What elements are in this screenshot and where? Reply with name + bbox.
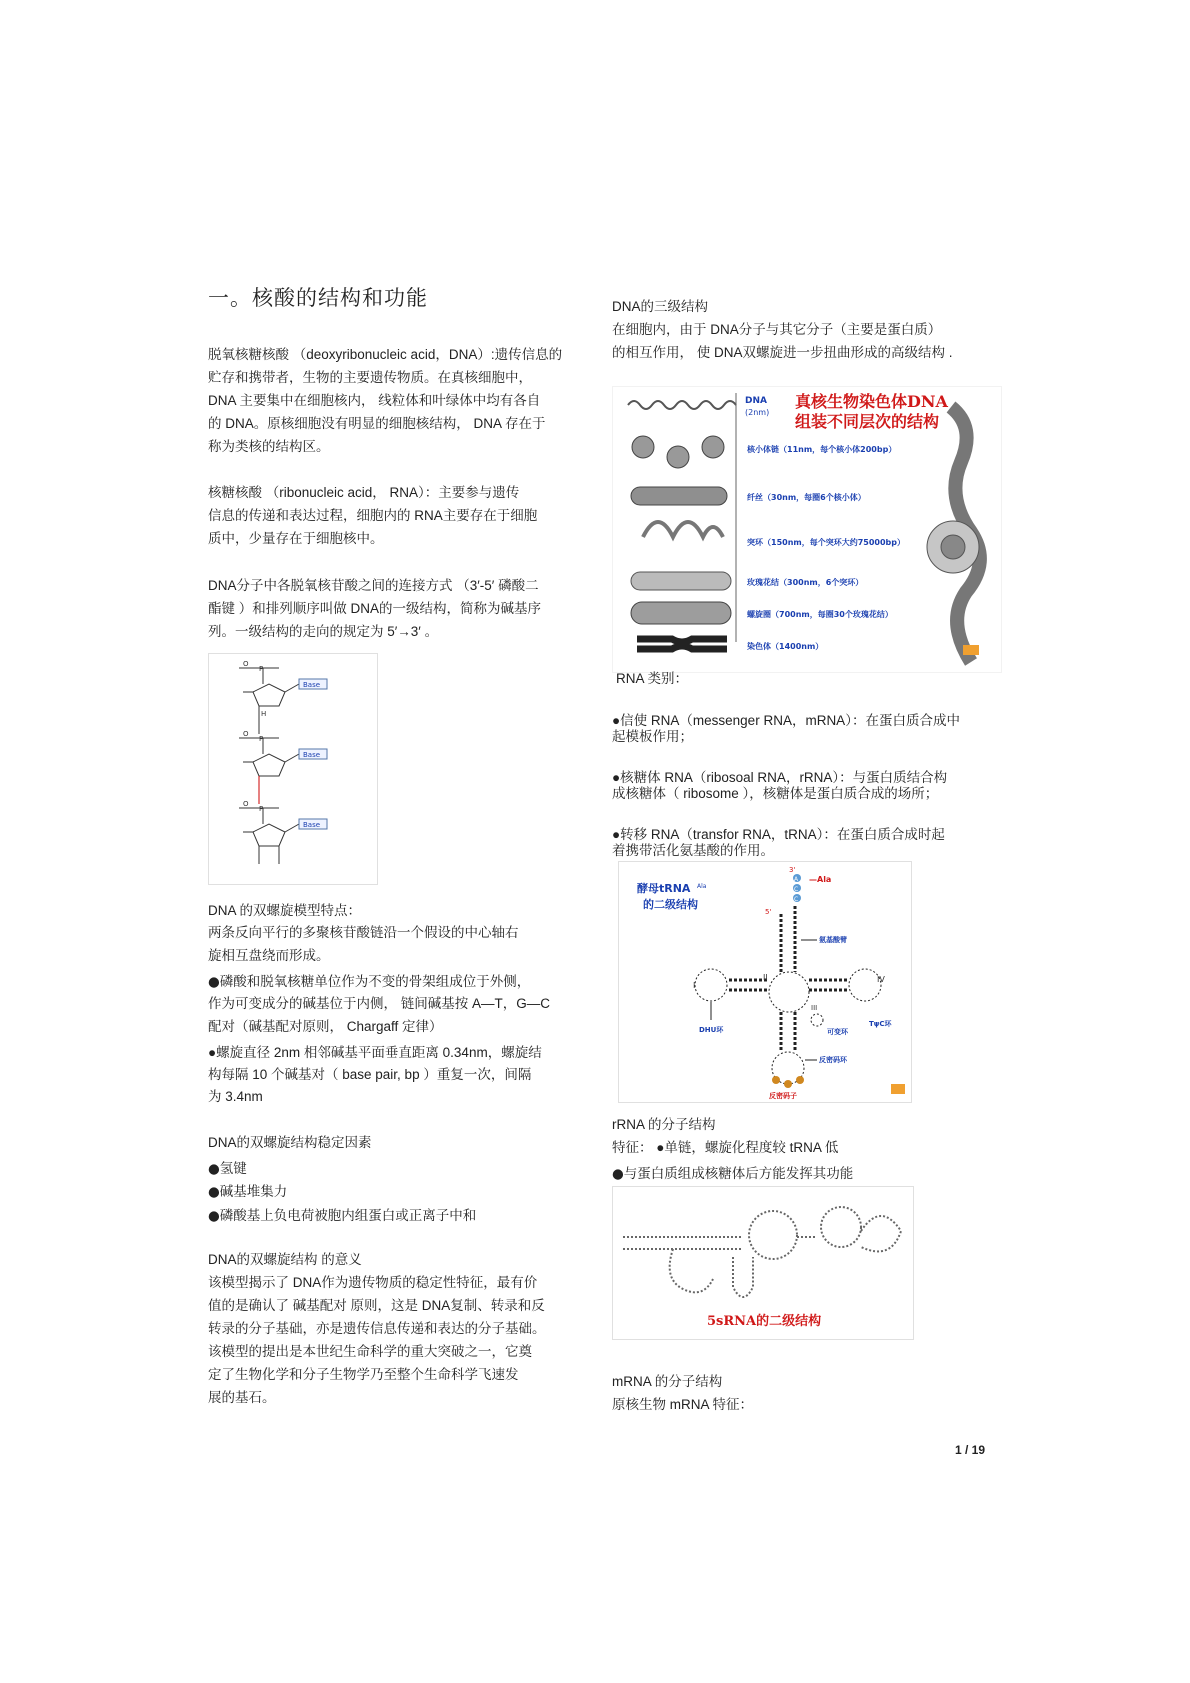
fig2-row-label: 染色体（1400nm） (747, 642, 824, 651)
left-p1-line4: 的 DNA。原核细胞没有明显的细胞核结构， DNA 存在于 (208, 416, 546, 431)
left-p1-line1: 脱氧核糖核酸 （deoxyribonucleic acid，DNA）:遗传信息的 (208, 347, 563, 362)
left-p4-line3: 旋相互盘绕而形成。 (208, 948, 330, 964)
left-p3-line1: DNA分子中各脱氧核苷酸之间的连接方式 （3′-5′ 磷酸二 (208, 578, 539, 593)
rrna-5s-figure (612, 1186, 914, 1340)
right-p5-line1: ●转移 RNA（transfor RNA，tRNA）：在蛋白质合成时起 (612, 827, 945, 842)
right-p4-line2: 成核糖体（ ribosome ），核糖体是蛋白质合成的场所； (612, 786, 939, 801)
left-p5-line4: ●磷酸基上负电荷被胞内组蛋白或正离子中和 (208, 1208, 477, 1224)
dna-label: DNA (745, 396, 767, 406)
left-p1-line2: 贮存和携带者，生物的主要遗传物质。在真核细胞中， (208, 370, 532, 385)
roman-label: II (763, 973, 768, 982)
rrna-caption: 5sRNA的二级结构 (707, 1314, 822, 1329)
right-p3-line2: 起模板作用； (612, 729, 693, 744)
right-p6-line2: 特征： ●单链，螺旋化程度较 tRNA 低 (612, 1140, 839, 1155)
nuc-label: C (794, 896, 799, 903)
left-p6-line4: 转录的分子基础，亦是遗传信息传递和表达的分子基础。 (208, 1321, 546, 1337)
left-p6-line1: DNA的双螺旋结构 的意义 (208, 1252, 362, 1267)
three-prime-label: 3' (789, 866, 796, 874)
fig2-row-label: 核小体链（11nm，每个核小体200bp） (747, 445, 897, 454)
right-p3-line1: ●信使 RNA（messenger RNA，mRNA）：在蛋白质合成中 (612, 713, 960, 728)
atom-label: O (243, 730, 249, 738)
base-label: Base (303, 751, 321, 759)
right-p1-line3: 的相互作用， 使 DNA双螺旋进一步扭曲形成的高级结构 . (612, 345, 953, 360)
nuc-label: C (794, 886, 799, 893)
left-p2-line1: 核糖核酸 （ribonucleic acid， RNA）：主要参与遗传 (208, 485, 520, 500)
left-p2-line3: 质中，少量存在于细胞核中。 (208, 531, 384, 546)
base-label: Base (303, 821, 321, 829)
arm-var-label: 可变环 (827, 1028, 848, 1036)
fig2-title-1: 真核生物染色体DNA (795, 392, 948, 411)
trna-cloverleaf-diagram (619, 862, 911, 1102)
left-p5-line1: DNA的双螺旋结构稳定因素 (208, 1135, 372, 1150)
left-p4-line4: ●磷酸和脱氧核糖单位作为不变的骨架组成位于外侧， (208, 974, 531, 990)
arm-t-label: TψC环 (869, 1020, 892, 1028)
right-p4-line1: ●核糖体 RNA（ribosoal RNA，rRNA）：与蛋白质结合构 (612, 770, 948, 785)
five-prime-label: 5' (765, 908, 772, 916)
dna-sub-label: (2nm) (745, 408, 770, 417)
base-label: Base (303, 681, 321, 689)
left-p5-line2: ●氢键 (208, 1161, 247, 1177)
page-title: 一。核酸的结构和功能 (208, 286, 428, 310)
right-p5-line2: 着携带活化氨基酸的作用。 (612, 843, 774, 858)
arm-acceptor-label: 氨基酸臂 (819, 936, 847, 944)
atom-label: P (259, 805, 264, 813)
anticodon-label: 反密码子 (769, 1092, 797, 1100)
left-p3-line3: 列。一级结构的走向的规定为 5′→3′ 。 (208, 624, 439, 639)
fig2-row-label: 玫瑰花结（300nm，6个突环） (747, 578, 864, 587)
trna-structure-figure (618, 861, 912, 1103)
roman-label: III (811, 1004, 818, 1012)
left-p4-line7: ●螺旋直径 2nm 相邻碱基平面垂直距离 0.34nm，螺旋结 (208, 1045, 542, 1060)
fig2-title-2: 组装不同层次的结构 (795, 412, 940, 431)
atom-label: O (243, 800, 249, 808)
left-p3-line2: 酯键 ）和排列顺序叫做 DNA的一级结构，简称为碱基序 (208, 601, 542, 616)
atom-label: P (259, 735, 264, 743)
right-p7-line2: 原核生物 mRNA 特征： (612, 1397, 754, 1412)
chromosome-packaging-diagram (613, 387, 1001, 672)
fig2-row-label: 突环（150nm，每个突环大约75000bp） (747, 538, 906, 547)
right-p6-line3: ●与蛋白质组成核糖体后方能发挥其功能 (612, 1166, 854, 1182)
rna-types-title: RNA 类别： (616, 671, 689, 686)
trna-title-sup: Ala (697, 883, 707, 890)
left-p6-line3: 值的是确认了 碱基配对 原则，这是 DNA复制、转录和反 (208, 1298, 545, 1313)
left-p6-line2: 该模型揭示了 DNA作为遗传物质的稳定性特征，最有价 (208, 1275, 538, 1290)
roman-label: I (693, 981, 696, 990)
left-p1-line5: 称为类核的结构区。 (208, 439, 330, 454)
acceptor-label: —Ala (809, 875, 832, 884)
page-number: 1 / 19 (954, 1443, 985, 1457)
left-p4-line5: 作为可变成分的碱基位于内侧， 链间碱基按 A—T，G—C (208, 996, 551, 1011)
rrna-5s-diagram (613, 1187, 913, 1339)
atom-label: O (243, 660, 249, 668)
left-p4-line2: 两条反向平行的多聚核苷酸链沿一个假设的中心轴右 (208, 925, 519, 941)
left-p4-line1: DNA 的双螺旋模型特点： (208, 903, 362, 918)
left-p6-line6: 定了生物化学和分子生物学乃至整个生命科学飞速发 (208, 1367, 519, 1383)
fig2-row-label: 纤丝（30nm，每圈6个核小体） (747, 493, 866, 502)
nuc-label: A (794, 876, 799, 883)
left-p1-line3: DNA 主要集中在细胞核内， 线粒体和叶绿体中均有各自 (208, 393, 541, 408)
atom-label: P (259, 665, 264, 673)
right-p1-line2: 在细胞内，由于 DNA分子与其它分子（主要是蛋白质） (612, 322, 942, 337)
left-p5-line3: ●碱基堆集力 (208, 1184, 288, 1200)
dna-backbone-figure (208, 653, 378, 885)
left-p6-line5: 该模型的提出是本世纪生命科学的重大突破之一，它奠 (208, 1344, 532, 1360)
dna-backbone-diagram (209, 654, 377, 884)
left-p4-line9: 为 3.4nm (208, 1089, 263, 1104)
trna-title-1: 酵母tRNA (637, 882, 691, 895)
left-p6-line7: 展的基石。 (208, 1390, 276, 1406)
arm-d-label: DHU环 (699, 1026, 724, 1034)
chromosome-packaging-figure (612, 386, 1002, 673)
right-p1-line1: DNA的三级结构 (612, 299, 709, 314)
right-p6-line1: rRNA 的分子结构 (612, 1117, 716, 1132)
right-p7-line1: mRNA 的分子结构 (612, 1374, 723, 1389)
left-p4-line6: 配对（碱基配对原则， Chargaff 定律） (208, 1019, 443, 1034)
fig2-row-label: 螺旋圈（700nm，每圈30个玫瑰花结） (747, 610, 893, 619)
atom-label: H (261, 710, 267, 718)
arm-anti-label: 反密码环 (819, 1056, 847, 1064)
trna-title-2: 的二级结构 (643, 898, 698, 911)
left-p4-line8: 构每隔 10 个碱基对（ base pair, bp ）重复一次，间隔 (208, 1067, 532, 1082)
roman-label: IV (877, 975, 885, 984)
left-p2-line2: 信息的传递和表达过程，细胞内的 RNA主要存在于细胞 (208, 508, 538, 523)
